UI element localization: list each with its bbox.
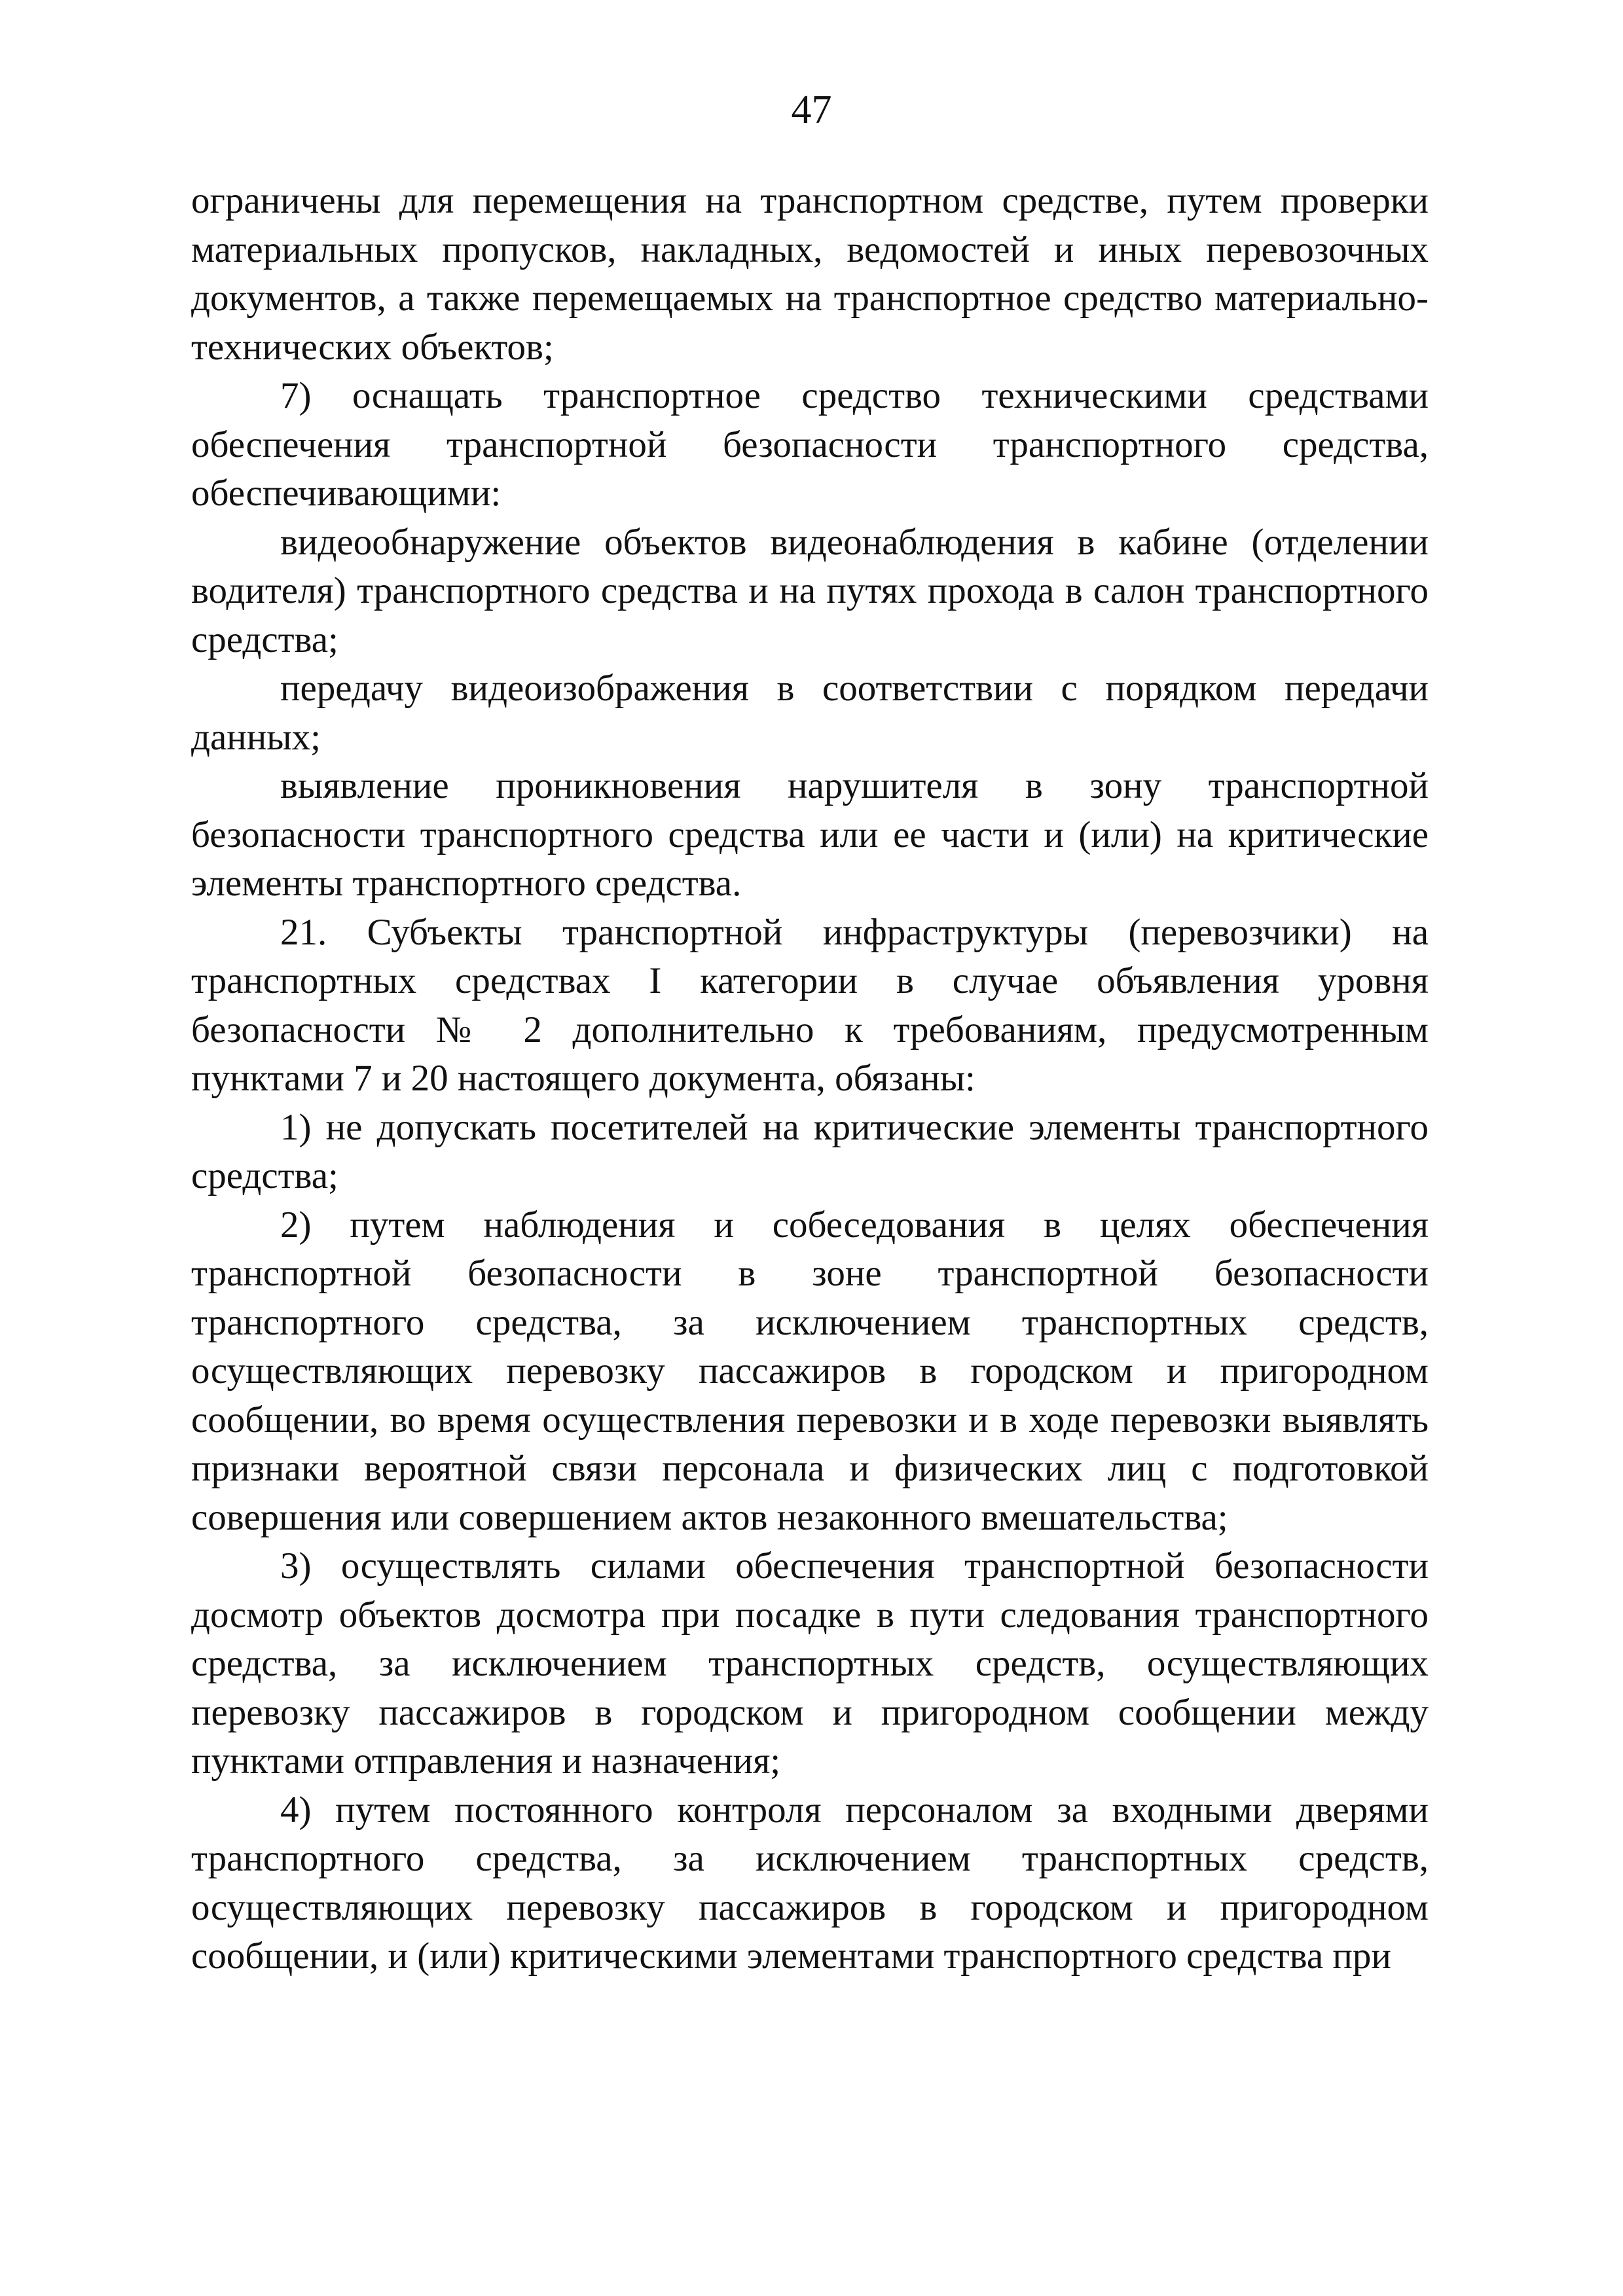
paragraph-clause-21-item-2: 2) путем наблюдения и собеседования в целях обеспечения транспортной безопасности в зоне транспортной безопасности транспортного средства, за исключением транспортных средств, осуществляющих перевозку пассажиров в городском и пригородном сообщении, во время осуществления перевозки и в ходе перевозки выявлять признаки вероятной связи персонала и физических лиц с подготовкой совершения или совершением актов незаконного вмешательства; [191, 1204, 1429, 1538]
paragraph-item-7: 7) оснащать транспортное средство техническими средствами обеспечения транспортной безопасности транспортного средства, обеспечивающими: [191, 375, 1429, 514]
paragraph-clause-21-item-4: 4) путем постоянного контроля персоналом за входными дверями транспортного средства, за исключением транспортных средств, осуществляющих перевозку пассажиров в городском и пригородном сообщении, и (или) критическими элементами транспортного средства при [191, 1789, 1429, 1977]
document-body [191, 177, 1429, 1981]
paragraph-video-detection: видеообнаружение объектов видеонаблюдения в кабине (отделении водителя) транспортного средства и на путях прохода в салон транспортного средства; [191, 521, 1429, 660]
paragraph-video-transmission: передачу видеоизображения в соответствии с порядком передачи данных; [191, 668, 1429, 758]
paragraph-clause-21-item-1: 1) не допускать посетителей на критические элементы транспортного средства; [191, 1106, 1429, 1196]
paragraph-clause-21: 21. Субъекты транспортной инфраструктуры (перевозчики) на транспортных средствах I категории в случае объявления уровня безопасности № 2 дополнительно к требованиям, предусмотренным пунктами 7 и 20 настоящего документа, обязаны: [191, 911, 1429, 1099]
paragraph-continuation: ограничены для перемещения на транспортном средстве, путем проверки материальных пропусков, накладных, ведомостей и иных перевозочных документов, а также перемещаемых на транспортное средство материально-технических объектов; [191, 180, 1429, 368]
page-number: 47 [791, 88, 832, 132]
paragraph-intruder-detection: выявление проникновения нарушителя в зону транспортной безопасности транспортного средства или ее части и (или) на критические элементы транспортного средства. [191, 765, 1429, 904]
paragraph-clause-21-item-3: 3) осуществлять силами обеспечения транспортной безопасности досмотр объектов досмотра при посадке в пути следования транспортного средства, за исключением транспортных средств, осуществляющих перевозку пассажиров в городском и пригородном сообщении между пунктами отправления и назначения; [191, 1545, 1429, 1782]
